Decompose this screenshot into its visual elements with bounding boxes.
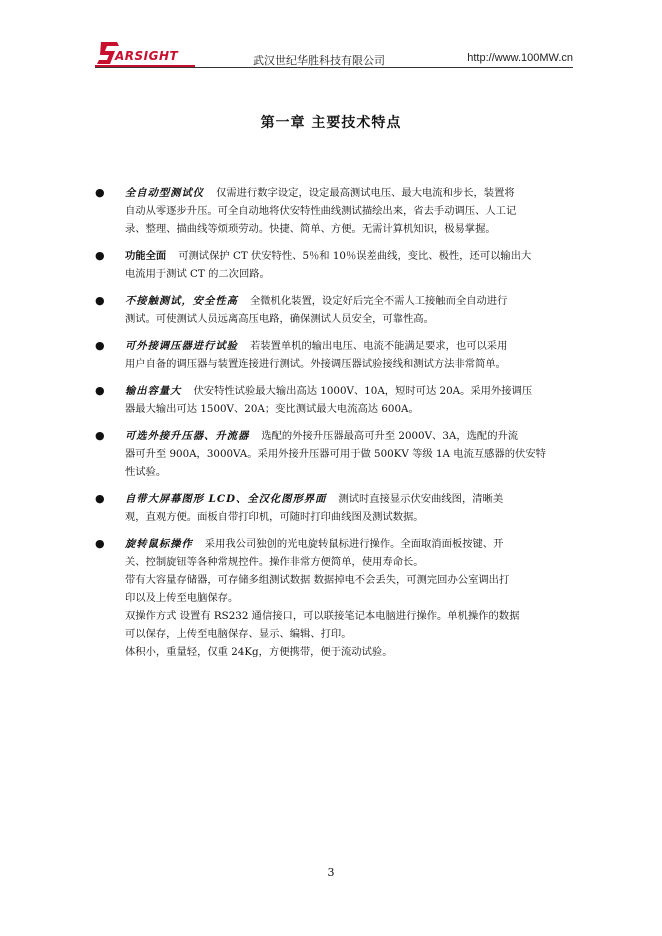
feature-description-line: 电流用于测试 CT 的二次回路。 xyxy=(125,268,270,280)
page-number: 3 xyxy=(327,866,335,879)
feature-label: 自带大屏幕图形 LCD、全汉化图形界面 xyxy=(125,493,327,505)
company-name: 武汉世纪华胜科技有限公司 xyxy=(253,54,385,67)
sarsight-logo xyxy=(95,38,195,68)
paragraph-line: 双操作方式 设置有 RS232 通信接口，可以联接笔记本电脑进行操作。单机操作的数据 xyxy=(125,610,520,622)
chapter-title: 第一章 主要技术特点 xyxy=(260,115,402,131)
feature-description: 测试时直接显示伏安曲线图，清晰美 xyxy=(338,493,504,505)
feature-item xyxy=(95,535,570,571)
feature-description-line: 测试。可使测试人员远离高压电路，确保测试人员安全，可靠性高。 xyxy=(125,313,434,325)
feature-description-line: 自动从零逐步升压。可全自动地将伏安特性曲线测试描绘出来，省去手动调压、人工记 xyxy=(125,205,517,217)
bullet-icon: ● xyxy=(95,249,105,262)
feature-description-line: 器可升至 900A，3000VA。采用外接升压器可用于做 500KV 等级 1A 电流互感器的伏安特 xyxy=(125,448,546,460)
feature-label: 可选外接升压器、升流器 xyxy=(125,430,250,442)
feature-label: 不接触测试，安全性高 xyxy=(125,295,238,307)
feature-label: 功能全面 xyxy=(125,250,167,262)
feature-description: 伏安特性试验最大输出高达 1000V、10A，短时可达 20A。采用外接调压 xyxy=(193,385,533,397)
paragraph-line: 可以保存，上传至电脑保存、显示、编辑、打印。 xyxy=(125,628,352,640)
feature-item xyxy=(95,184,570,238)
feature-description-line: 用户自备的调压器与装置连接进行测试。外接调压器试验接线和测试方法非常简单。 xyxy=(125,358,506,370)
feature-description-line: 观，直观方便。面板自带打印机，可随时打印曲线图及测试数据。 xyxy=(125,511,424,523)
bullet-icon: ● xyxy=(95,186,105,199)
feature-label: 可外接调压器进行试验 xyxy=(125,340,238,352)
paragraph-line: 印以及上传至电脑保存。 xyxy=(125,592,239,604)
feature-description: 全微机化装置，设定好后完全不需人工接触而全自动进行 xyxy=(249,295,508,307)
feature-paragraph xyxy=(95,571,570,607)
feature-paragraph xyxy=(95,643,570,661)
feature-item xyxy=(95,337,570,373)
feature-item xyxy=(95,490,570,526)
bullet-icon: ● xyxy=(95,537,105,550)
feature-item xyxy=(95,292,570,328)
bullet-icon: ● xyxy=(95,339,105,352)
feature-label: 旋转鼠标操作 xyxy=(125,538,193,550)
paragraph-line: 带有大容量存储器，可存储多组测试数据 数据掉电不会丢失，可测完回办公室调出打 xyxy=(125,574,510,586)
feature-description-line: 器最大输出可达 1500V、20A；变比测试最大电流高达 600A。 xyxy=(125,403,419,415)
bullet-icon: ● xyxy=(95,492,105,505)
feature-paragraph xyxy=(95,607,570,643)
feature-description: 采用我公司独创的光电旋转鼠标进行操作。全面取消面板按键、开 xyxy=(204,538,504,550)
feature-item xyxy=(95,247,570,283)
logo-text: ARSIGHT xyxy=(115,49,179,63)
page-header xyxy=(95,38,573,68)
feature-description-line: 录、整理、描曲线等烦琐劳动。快捷、简单、方便。无需计算机知识，极易掌握。 xyxy=(125,223,496,235)
bullet-icon: ● xyxy=(95,384,105,397)
feature-description: 若装置单机的输出电压、电流不能满足要求，也可以采用 xyxy=(249,340,508,352)
feature-description-line: 性试验。 xyxy=(125,466,167,478)
bullet-icon: ● xyxy=(95,294,105,307)
website-url: http://www.100MW.cn xyxy=(467,52,573,64)
bullet-icon: ● xyxy=(95,429,105,442)
feature-description: 可测试保护 CT 伏安特性、5％和 10％误差曲线，变比、极性，还可以输出大 xyxy=(178,250,532,262)
feature-label: 全自动型测试仪 xyxy=(125,187,205,199)
header-divider xyxy=(95,67,573,68)
feature-description-line: 关、控制旋钮等各种常规控件。操作非常方便简单，使用寿命长。 xyxy=(125,556,424,568)
feature-item xyxy=(95,382,570,418)
feature-list xyxy=(95,184,570,661)
feature-description: 选配的外接升压器最高可升至 2000V、3A，选配的升流 xyxy=(261,430,519,442)
feature-description: 仅需进行数字设定，设定最高测试电压、最大电流和步长，装置将 xyxy=(216,187,515,199)
feature-item xyxy=(95,427,570,481)
paragraph-line: 体积小，重量轻，仅重 24Kg，方便携带，便于流动试验。 xyxy=(125,646,393,658)
feature-label: 输出容量大 xyxy=(125,385,182,397)
